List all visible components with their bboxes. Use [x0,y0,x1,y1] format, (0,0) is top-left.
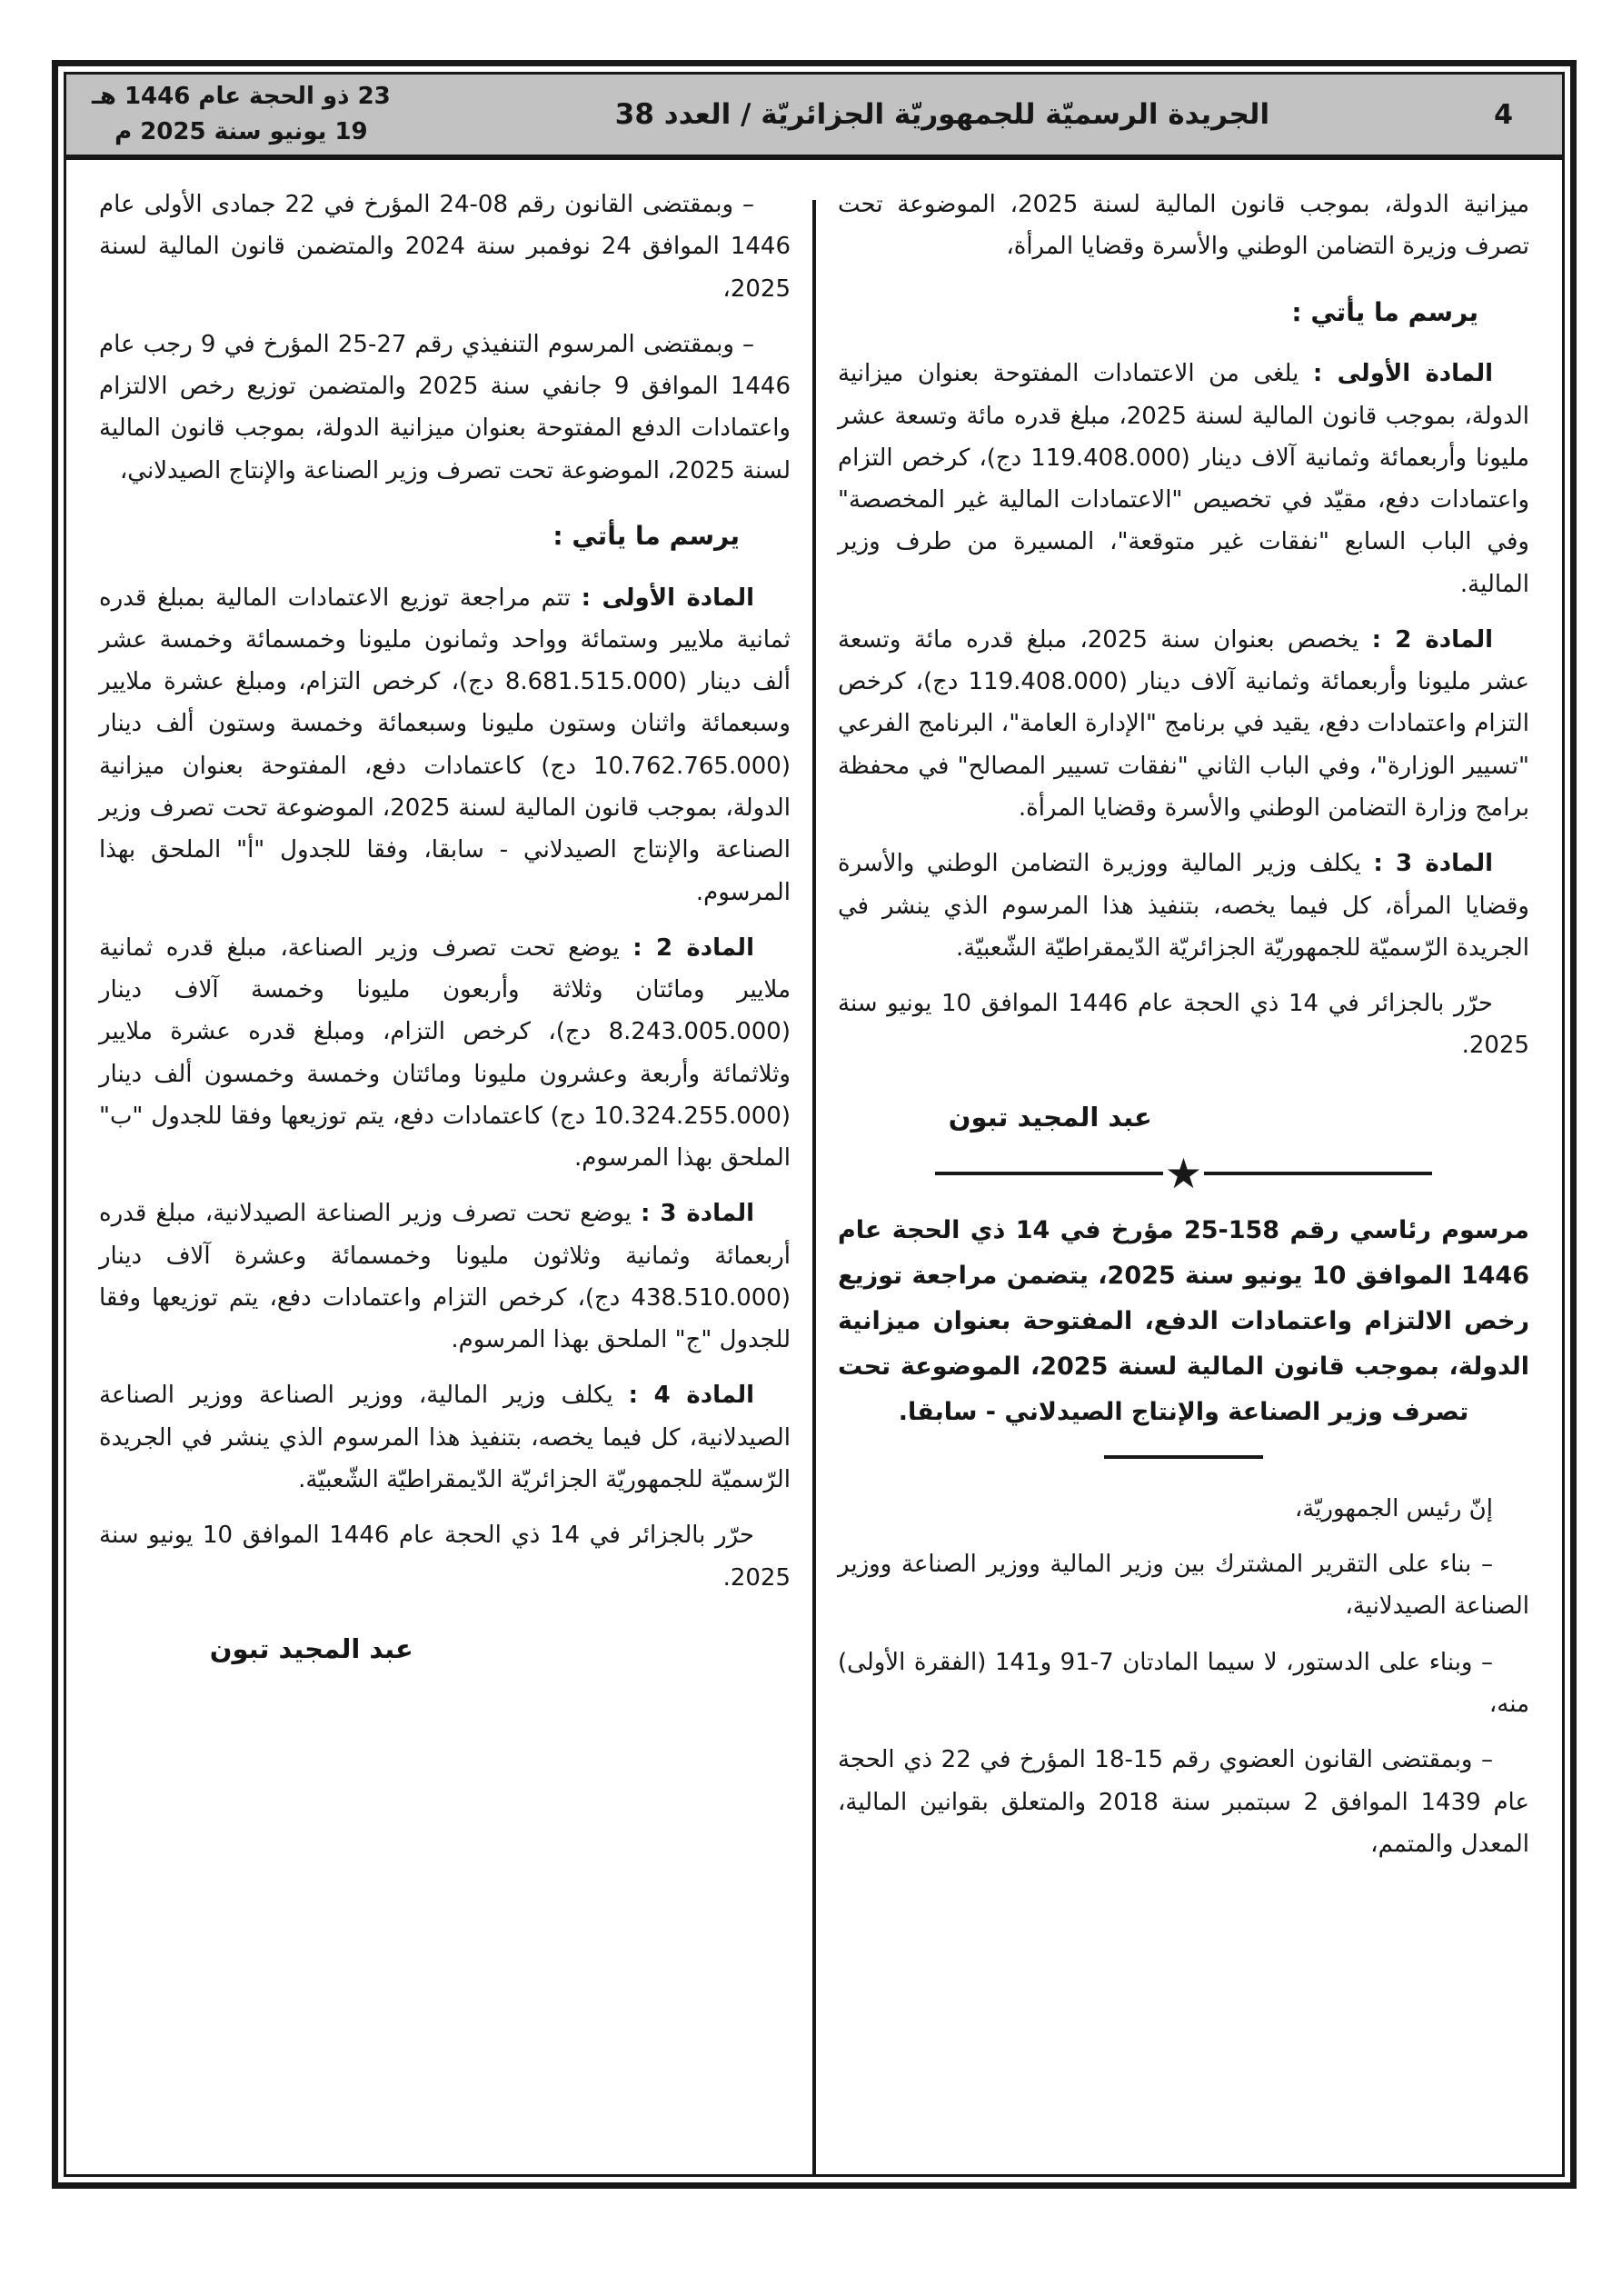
continuation-paragraph: ميزانية الدولة، بموجب قانون المالية لسنة 2025، الموضوعة تحت تصرف وزيرة التضامن الوطني والأسرة وقضايا المرأة، [838,191,1529,261]
preamble-opening: إنّ رئيس الجمهوريّة، [1294,1494,1493,1522]
signature: عبد المجيد تبون [209,1632,413,1664]
article-text: تتم مراجعة توزيع الاعتمادات المالية بمبلغ قدره ثمانية ملايير وستمائة وواحد وثمانون مليونا وخمسمائة وخمسة عشر ألف دينار (8.681.515.000 دج)، كرخص التزام، ومبلغ عشرة ملايير وسبعمائة واثنان وستون مليونا وسبعمائة وخمسة وستون ألف دينار (10.762.765.000 دج) كاعتمادات دفع، المفتوحة بعنوان ميزانية الدولة، بموجب قانون المالية لسنة 2025، الموضوعة تحت تصرف وزير الصناعة والإنتاج الصيدلاني - سابقا، وفقا للجدول "أ" الملحق بهذا المرسوم. [99,584,791,906]
article-2-paragraph [99,927,791,1180]
dateline: حرّر بالجزائر في 14 ذي الحجة عام 1446 الموافق 10 يونيو سنة 2025. [838,990,1529,1060]
article-3-paragraph [99,1193,791,1361]
visa-executive-decree: – وبمقتضى المرسوم التنفيذي رقم 27-25 المؤرخ في 9 رجب عام 1446 الموافق 9 جانفي سنة 2025 والمتضمن توزيع رخص الالتزام واعتمادات الدفع المفتوحة بعنوان ميزانية الدولة، بموجب قانون المالية لسنة 2025، الموضوعة تحت تصرف وزير الصناعة والإنتاج الصيدلاني، [99,330,791,484]
decree-title: مرسوم رئاسي رقم 158-25 مؤرخ في 14 ذي الحجة عام 1446 الموافق 10 يونيو سنة 2025، يتضمن مراجعة توزيع رخص الالتزام واعتمادات الدفع، المفتوحة بعنوان ميزانية الدولة، بموجب قانون المالية لسنة 2025، الموضوعة تحت تصرف وزير الصناعة والإنتاج الصيدلاني - سابقا. [838,1216,1530,1426]
article-2-paragraph [838,619,1529,829]
article-1-paragraph [99,577,791,913]
date-gregorian: 19 يونيو سنة 2025 م [114,118,368,145]
article-lead: المادة الأولى : [1312,360,1493,388]
visa-finance-law: – وبمقتضى القانون رقم 08-24 المؤرخ في 22 جمادى الأولى عام 1446 الموافق 24 نوفمبر سنة 2024 والمتضمن قانون المالية لسنة 2025، [99,191,791,303]
signature: عبد المجيد تبون [948,1101,1152,1133]
article-lead: المادة 2 : [1371,625,1493,654]
column-left [75,184,814,2174]
article-text: يوضع تحت تصرف وزير الصناعة الصيدلانية، مبلغ قدره أربعمائة وثمانية وثلاثون مليونا وخمسمائة وعشرة آلاف دينار (438.510.000 دج)، كرخص التزام واعتمادات دفع، يتم توزيعها وفقا للجدول "ج" الملحق بهذا المرسوم. [99,1200,791,1354]
separator-line [1204,1172,1432,1175]
article-4-paragraph [99,1374,791,1501]
header-dates [92,79,391,150]
visa-constitution: – وبناء على الدستور، لا سيما المادتان 7-91 و141 (الفقرة الأولى) منه، [838,1648,1529,1718]
article-3-paragraph [838,843,1529,969]
journal-title: الجريدة الرسميّة للجمهوريّة الجزائريّة / العدد 38 [614,98,1270,131]
article-text: يكلف وزير المالية ووزيرة التضامن الوطني والأسرة وقضايا المرأة، كل فيما يخصه، بتنفيذ هذا المرسوم الذي ينشر في الجريدة الرّسميّة للجمهوريّة الجزائريّة الدّيمقراطيّة الشّعبيّة. [838,850,1529,962]
dateline: حرّر بالجزائر في 14 ذي الحجة عام 1446 الموافق 10 يونيو سنة 2025. [99,1522,791,1592]
visa-joint-report: – بناء على التقرير المشترك بين وزير المالية ووزير الصناعة ووزير الصناعة الصيدلانية، [838,1551,1529,1621]
article-lead: المادة 3 : [1373,850,1493,878]
star-separator: ★ [935,1172,1433,1175]
date-hijri: 23 ذو الحجة عام 1446 هـ [92,83,391,110]
enactment-heading: يرسم ما يأتي : [1291,296,1478,327]
article-lead: المادة الأولى : [581,584,754,612]
article-text: يخصص بعنوان سنة 2025، مبلغ قدره مائة وتسعة عشر مليونا وأربعمائة وثمانية آلاف دينار (119.408.000 دج)، كرخص التزام واعتمادات دفع، يقيد في برنامج "الإدارة العامة"، البرنامج الفرعي "تسيير الوزارة"، وفي الباب الثاني "نفقات تسيير المصالح" في محفظة برامج وزارة التضامن الوطني والأسرة وقضايا المرأة. [838,625,1530,823]
article-lead: المادة 3 : [641,1200,754,1228]
article-lead: المادة 4 : [628,1382,754,1410]
article-text: يوضع تحت تصرف وزير الصناعة، مبلغ قدره ثمانية ملايير ومائتان وثلاثة وأربعون مليونا وخمسة آلاف دينار (8.243.005.000 دج)، كرخص التزام، ومبلغ قدره عشرة ملايير وثلاثمائة وأربعة وعشرون مليونا ومائتان وخمسة وخمسون ألف دينار (10.324.255.000 دج) كاعتمادات دفع، يتم توزيعها وفقا للجدول "ب" الملحق بهذا المرسوم. [99,933,791,1173]
page-content [66,160,1562,2174]
visa-organic-law: – وبمقتضى القانون العضوي رقم 15-18 المؤرخ في 22 ذي الحجة عام 1439 الموافق 2 سبتمبر سنة 2018 والمتعلق بقوانين المالية، المعدل والمتمم، [838,1746,1529,1858]
article-text: يلغى من الاعتمادات المفتوحة بعنوان ميزانية الدولة، بموجب قانون المالية لسنة 2025، مبلغ قدره مائة وتسعة عشر مليونا وأربعمائة وثمانية آلاف دينار (119.408.000 دج)، كرخص التزام واعتمادات دفع، مقيّد في تخصيص "الاعتمادات المالية غير المخصصة" وفي الباب السابع "نفقات غير متوقعة"، المسيرة من طرف وزير المالية. [838,360,1530,598]
page-frame [52,60,1577,2189]
article-lead: المادة 2 : [632,933,754,962]
separator-line [935,1172,1163,1175]
column-right [814,184,1553,2174]
article-1-paragraph [838,353,1529,605]
article-text: يكلف وزير المالية، ووزير الصناعة ووزير الصناعة الصيدلانية، كل فيما يخصه، بتنفيذ هذا المرسوم الذي ينشر في الجريدة الرّسميّة للجمهوريّة الجزائريّة الدّيمقراطيّة الشّعبيّة. [99,1382,791,1493]
section-separator [1104,1455,1263,1459]
column-divider [812,200,816,2174]
enactment-heading: يرسم ما يأتي : [552,520,740,551]
page-frame-inner [64,72,1565,2177]
page-header [66,75,1562,160]
page-number: 4 [1494,98,1513,131]
